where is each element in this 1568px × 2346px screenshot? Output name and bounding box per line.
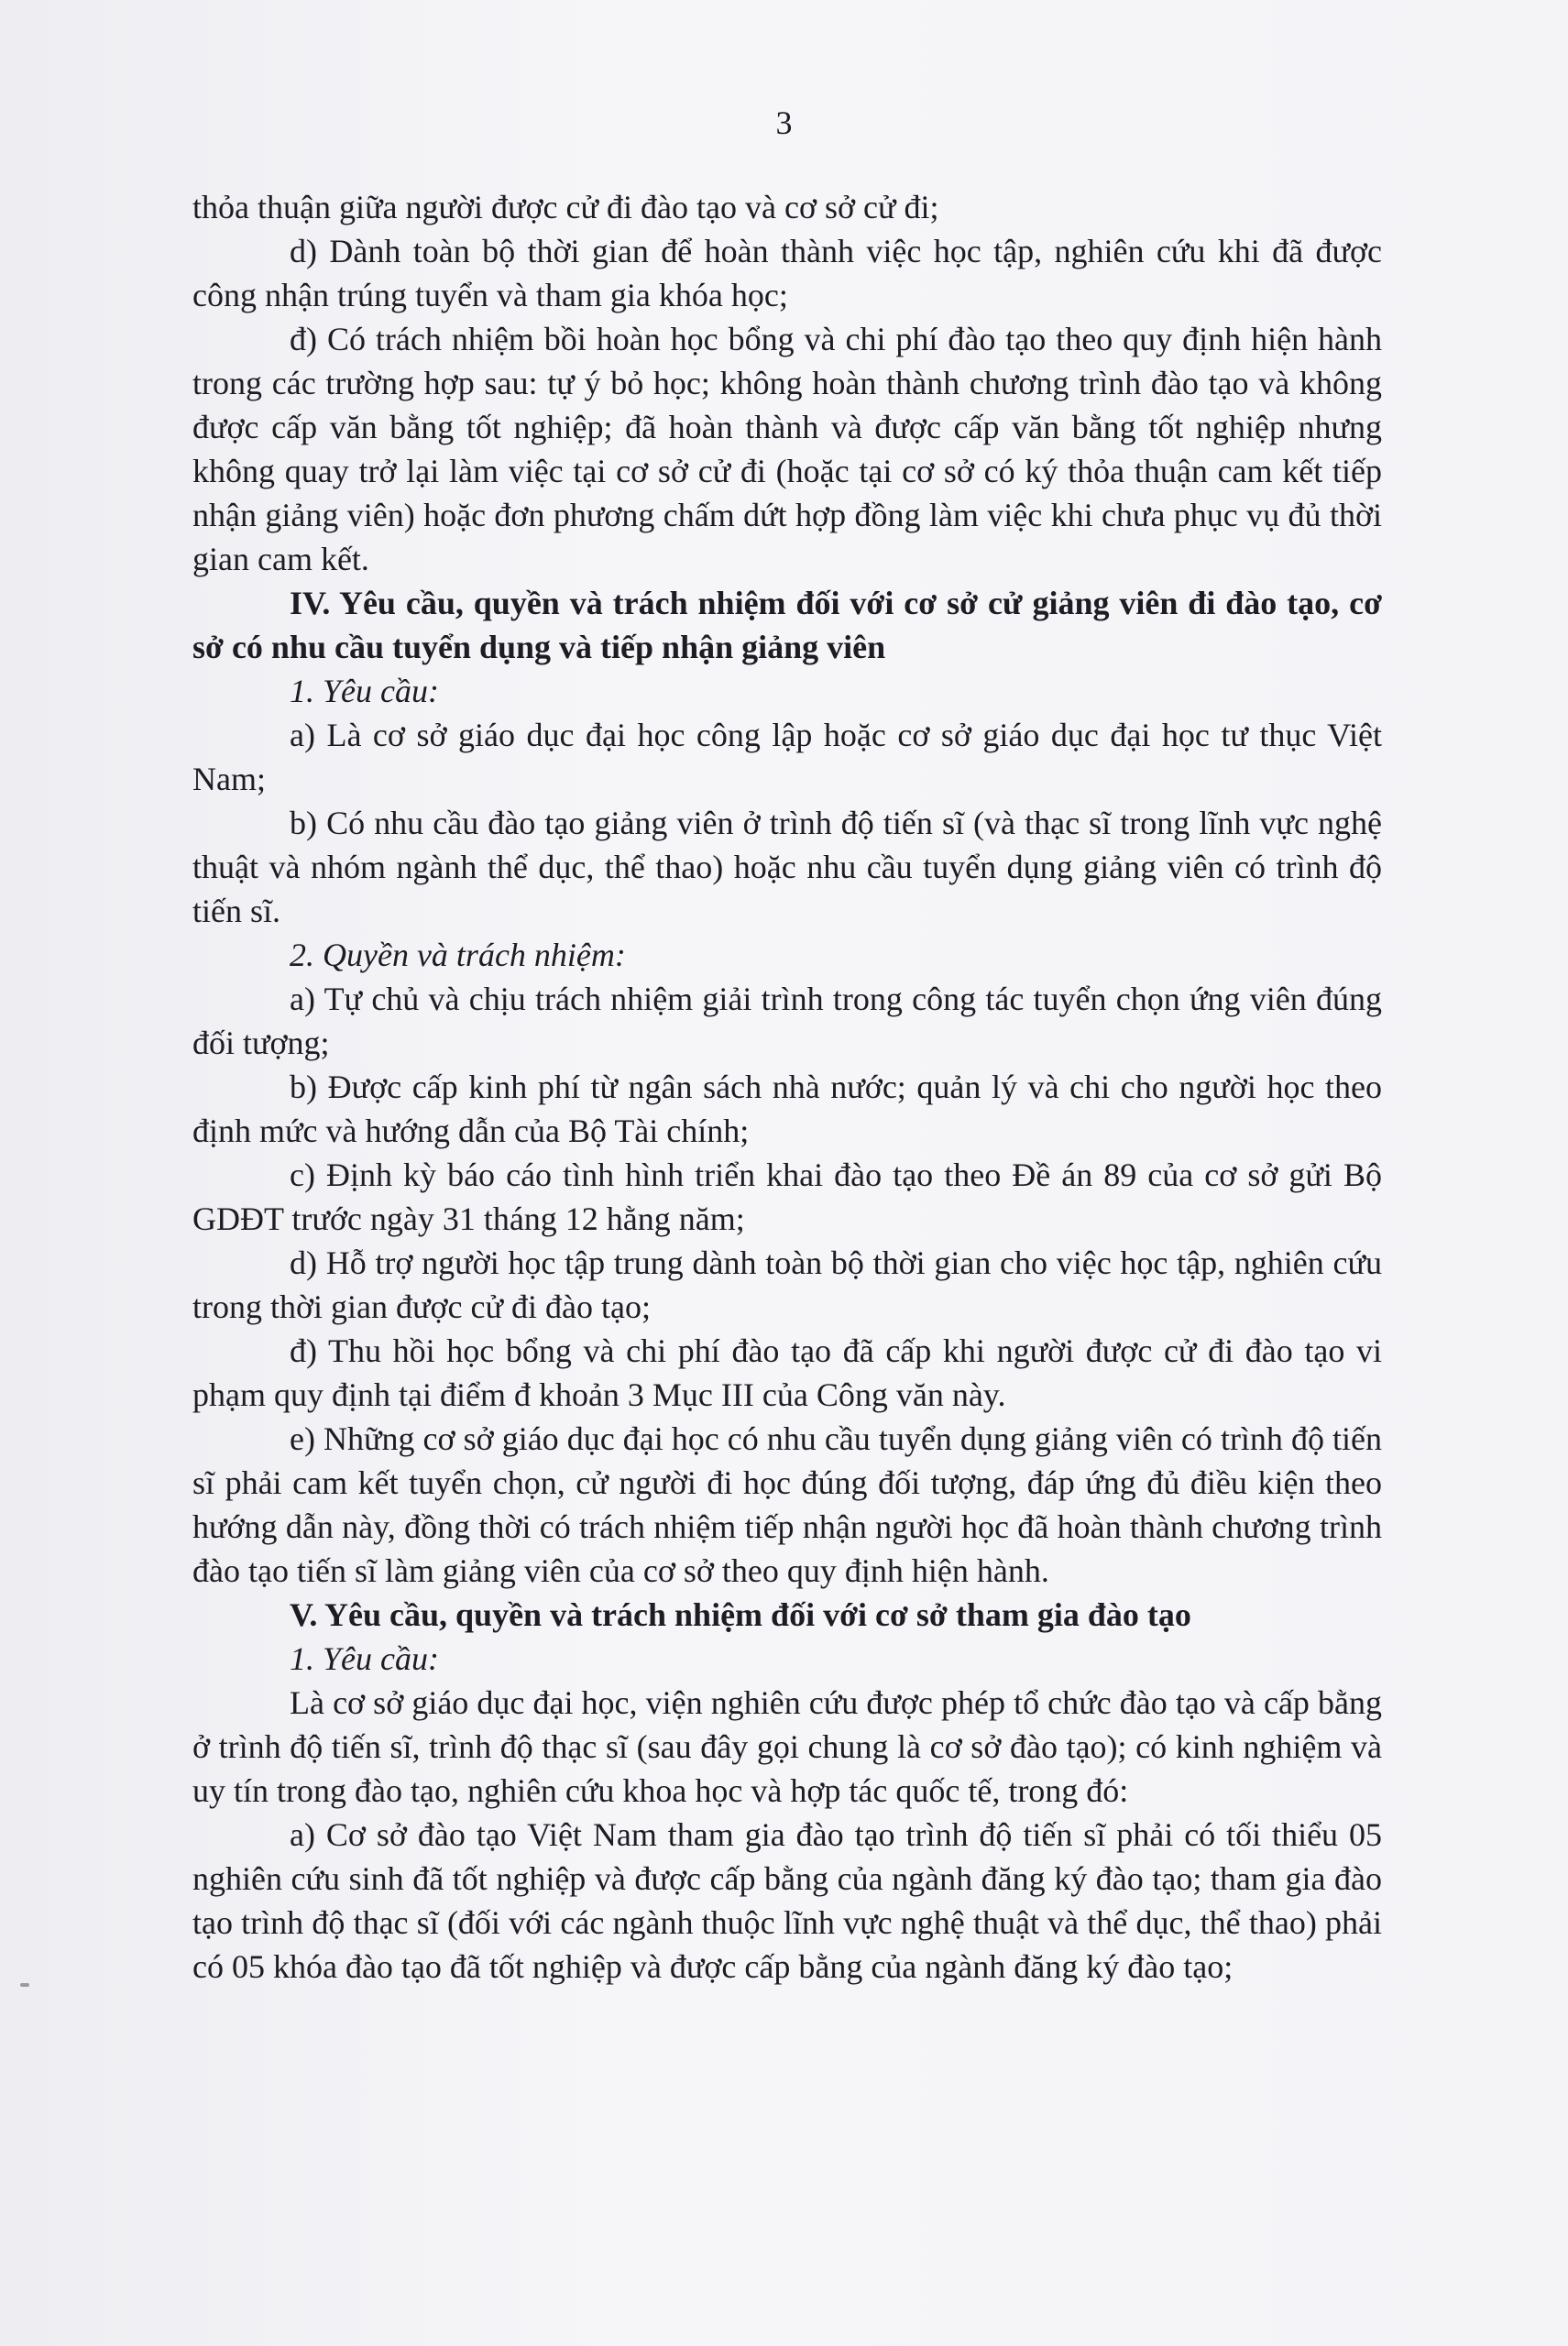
paragraph-item-a: a) Là cơ sở giáo dục đại học công lập hoặc cơ sở giáo dục đại học tư thục Việt Nam; [192, 717, 1382, 797]
paragraph-item-a: a) Tự chủ và chịu trách nhiệm giải trình trong công tác tuyển chọn ứng viên đúng đối tượng; [192, 981, 1382, 1061]
subheading-requirements: 1. Yêu cầu: [290, 1640, 439, 1677]
paragraph-item-b: b) Có nhu cầu đào tạo giảng viên ở trình độ tiến sĩ (và thạc sĩ trong lĩnh vực nghệ thuật và nhóm ngành thể dục, thể thao) hoặc nhu cầu tuyển dụng giảng viên có trình độ tiến sĩ. [192, 805, 1382, 929]
paragraph-item-c: c) Định kỳ báo cáo tình hình triển khai đào tạo theo Đề án 89 của cơ sở gửi Bộ GDĐT trước ngày 31 tháng 12 hằng năm; [192, 1157, 1382, 1237]
document-body [192, 185, 1382, 1989]
paragraph-item-e: e) Những cơ sở giáo dục đại học có nhu cầu tuyển dụng giảng viên có trình độ tiến sĩ phải cam kết tuyển chọn, cử người đi học đúng đối tượng, đáp ứng đủ điều kiện theo hướng dẫn này, đồng thời có trách nhiệm tiếp nhận người học đã hoàn thành chương trình đào tạo tiến sĩ làm giảng viên của cơ sở theo quy định hiện hành. [192, 1420, 1382, 1589]
paragraph-item-dd: đ) Thu hồi học bổng và chi phí đào tạo đã cấp khi người được cử đi đào tạo vi phạm quy định tại điểm đ khoản 3 Mục III của Công văn này. [192, 1332, 1382, 1413]
paragraph-intro: Là cơ sở giáo dục đại học, viện nghiên cứu được phép tổ chức đào tạo và cấp bằng ở trình độ tiến sĩ, trình độ thạc sĩ (sau đây gọi chung là cơ sở đào tạo); có kinh nghiệm và uy tín trong đào tạo, nghiên cứu khoa học và hợp tác quốc tế, trong đó: [192, 1684, 1382, 1809]
page-number: 3 [775, 104, 793, 141]
subheading-rights: 2. Quyền và trách nhiệm: [290, 937, 626, 973]
section-heading-v: V. Yêu cầu, quyền và trách nhiệm đối với cơ sở tham gia đào tạo [290, 1596, 1191, 1633]
paragraph-item-a: a) Cơ sở đào tạo Việt Nam tham gia đào tạo trình độ tiến sĩ phải có tối thiểu 05 nghiên cứu sinh đã tốt nghiệp và được cấp bằng của ngành đăng ký đào tạo; tham gia đào tạo trình độ thạc sĩ (đối với các ngành thuộc lĩnh vực nghệ thuật và thể dục, thể thao) phải có 05 khóa đào tạo đã tốt nghiệp và được cấp bằng của ngành đăng ký đào tạo; [192, 1816, 1382, 1985]
paragraph-item-dd: đ) Có trách nhiệm bồi hoàn học bổng và chi phí đào tạo theo quy định hiện hành trong các trường hợp sau: tự ý bỏ học; không hoàn thành chương trình đào tạo và không được cấp văn bằng tốt nghiệp; đã hoàn thành và được cấp văn bằng tốt nghiệp nhưng không quay trở lại làm việc tại cơ sở cử đi (hoặc tại cơ sở có ký thỏa thuận cam kết tiếp nhận giảng viên) hoặc đơn phương chấm dứt hợp đồng làm việc khi chưa phục vụ đủ thời gian cam kết. [192, 321, 1382, 577]
section-heading-iv: IV. Yêu cầu, quyền và trách nhiệm đối với cơ sở cử giảng viên đi đào tạo, cơ sở có nhu cầu tuyển dụng và tiếp nhận giảng viên [192, 585, 1382, 665]
paragraph-item-b: b) Được cấp kinh phí từ ngân sách nhà nước; quản lý và chi cho người học theo định mức và hướng dẫn của Bộ Tài chính; [192, 1069, 1382, 1149]
scan-speck [20, 1983, 29, 1987]
paragraph-item-d: d) Dành toàn bộ thời gian để hoàn thành việc học tập, nghiên cứu khi đã được công nhận trúng tuyển và tham gia khóa học; [192, 233, 1382, 313]
paragraph-item-d: d) Hỗ trợ người học tập trung dành toàn bộ thời gian cho việc học tập, nghiên cứu trong thời gian được cử đi đào tạo; [192, 1244, 1382, 1325]
paragraph-continuation: thỏa thuận giữa người được cử đi đào tạo và cơ sở cử đi; [192, 189, 939, 225]
subheading-requirements: 1. Yêu cầu: [290, 673, 439, 709]
